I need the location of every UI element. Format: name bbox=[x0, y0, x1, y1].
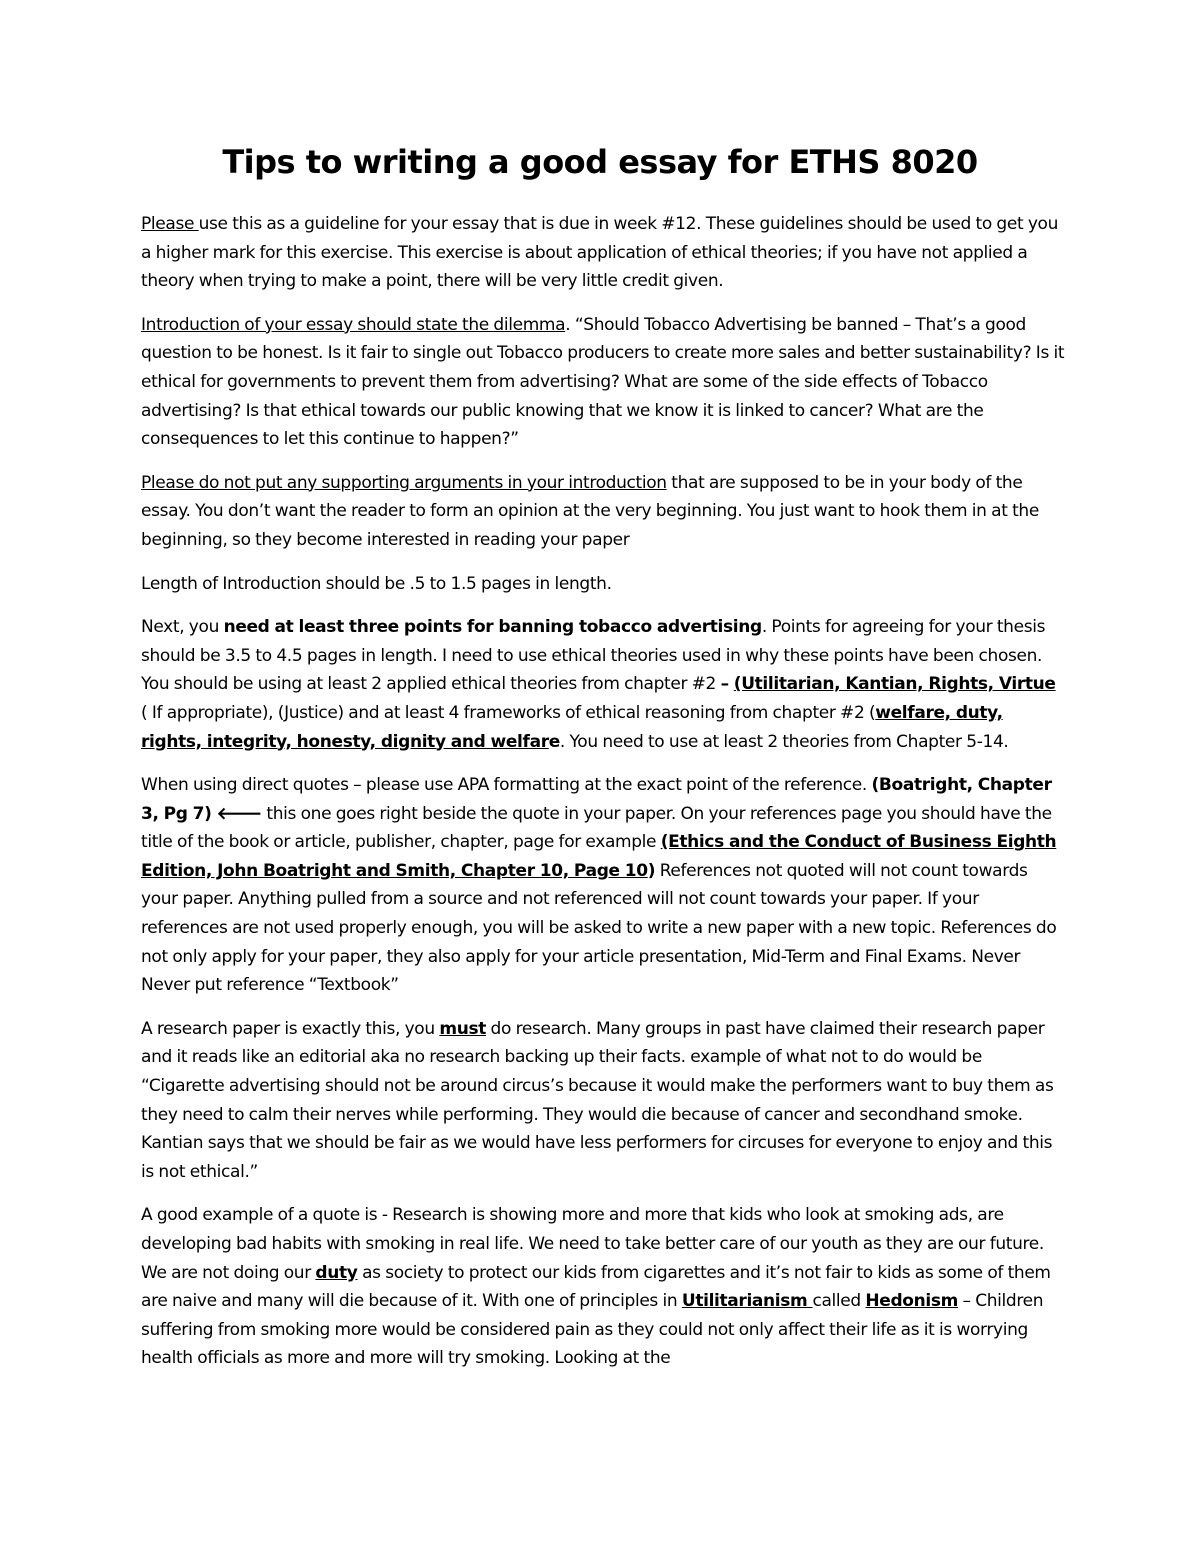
paragraph-text: that are supposed to be in your body of the essay. You don’t want the reader to form an opinion at the very beginning. You just want to hook them in at the beginning, so they become interested in reading your paper bbox=[141, 472, 1039, 550]
text-run: . You need to use at least 2 theories from Chapter 5-14. bbox=[559, 731, 1009, 752]
text-run: A good example of a quote is - Research is showing more and more that kids who look at smoking ads, are developing bad habits with smoking in real life. We need to take better care of our youth as they are our future. We are not doing our bbox=[141, 1205, 1044, 1283]
text-run: this one goes right beside the quote in your paper. On your references page you should have the title of the book or article, publisher, chapter, page for example bbox=[141, 803, 1052, 853]
paragraph-text: . “Should Tobacco Advertising be banned – That’s a good question to be honest. Is it fair to single out Tobacco producers to create more sales and better sustainability? Is it ethical for governments to prevent them from advertising? What are some of the side effects of Tobacco advertising? Is that ethical towards our public knowing that we know it is linked to cancer? What are the consequences to let this continue to happen?” bbox=[141, 314, 1065, 450]
paragraph-direct-quotes bbox=[141, 771, 1066, 1000]
underlined-lead: Please bbox=[141, 214, 199, 234]
document-body bbox=[141, 210, 1066, 1388]
bold-run: – bbox=[720, 674, 734, 695]
underlined-lead: Introduction of your essay should state the dilemma bbox=[141, 314, 566, 335]
paragraph-intro-length bbox=[141, 570, 1066, 599]
citation-example: (Boatright, Chapter 3, Pg 7) bbox=[141, 775, 1052, 824]
text-run: A research paper is exactly this, you bbox=[141, 1018, 440, 1039]
text-run: as society to protect our kids from cigarettes and it’s not fair to kids as some of them are naive and many will die because of it. With one of principles in bbox=[141, 1262, 1051, 1312]
bold-run: e bbox=[548, 731, 560, 752]
left-arrow-icon: 🡐 bbox=[216, 803, 262, 824]
text-run: do research. Many groups in past have claimed their research paper and it reads like an editorial aka no research backing up their facts. example of what not to do would be “Cigarette advertising should not be around circus’s because it would make the performers want to buy them as they need to calm their nerves while performing. They would die because of cancer and secondhand smoke. Kantian says that we should be fair as we would have less performers for circuses for everyone to enjoy and this is not ethical.” bbox=[141, 1018, 1054, 1182]
text-run: called bbox=[812, 1291, 866, 1312]
text-run: When using direct quotes – please use APA formatting at the exact point of the reference. bbox=[141, 775, 872, 796]
paragraph-text: use this as a guideline for your essay that is due in week #12. These guidelines should be used to get you a higher mark for this exercise. This exercise is about application of ethical theories; if you have not applied a theory when trying to make a point, there will be very little credit given. bbox=[141, 214, 1059, 292]
emphasis-must: must bbox=[439, 1018, 486, 1039]
paragraph-quote-example bbox=[141, 1201, 1066, 1373]
frameworks-list: welfare, duty, rights, integrity, honesty, dignity and welfar bbox=[141, 702, 1003, 752]
text-run: – Children suffering from smoking more would be considered pain as they could not only affect their life as it is worrying health officials as more and more will try smoking. Looking at the bbox=[141, 1291, 1044, 1369]
paragraph-text: Length of Introduction should be .5 to 1.5 pages in length. bbox=[141, 573, 612, 594]
emphasis-utilitarianism: Utilitarianism bbox=[681, 1291, 813, 1312]
text-run: Next, you bbox=[141, 617, 224, 638]
paragraph-no-arguments bbox=[141, 469, 1066, 555]
paragraph-research bbox=[141, 1015, 1066, 1187]
paragraph-guideline bbox=[141, 210, 1066, 296]
paragraph-introduction bbox=[141, 311, 1066, 454]
underlined-lead: Please do not put any supporting arguments in your introduction bbox=[141, 472, 667, 493]
document-title: Tips to writing a good essay for ETHS 8020 bbox=[222, 143, 978, 181]
emphasis-hedonism: Hedonism bbox=[865, 1291, 958, 1312]
text-run: . Points for agreeing for your thesis should be 3.5 to 4.5 pages in length. I need to use ethical theories used in why these points have been chosen. You should be using at least 2 applied ethical theories from chapter #2 bbox=[141, 617, 1046, 695]
reference-example: (Ethics and the Conduct of Business Eighth Edition, John Boatright and Smith, Chapter 10, Page 10 bbox=[141, 832, 1057, 881]
bold-run: need at least three points for banning tobacco advertising bbox=[223, 617, 762, 638]
paragraph-three-points bbox=[141, 613, 1066, 756]
text-run: ( If appropriate), (Justice) and at least 4 frameworks of ethical reasoning from chapter #2 ( bbox=[141, 702, 876, 723]
bold-run: ) bbox=[647, 860, 656, 881]
text-run: References not quoted will not count towards your paper. Anything pulled from a source and not referenced will not count towards your paper. If your references are not used properly enough, you will be asked to write a new paper with a new topic. References do not only apply for your paper, they also apply for your article presentation, Mid-Term and Final Exams. Never Never put reference “Textbook” bbox=[141, 860, 1057, 996]
emphasis-duty: duty bbox=[315, 1262, 358, 1283]
theories-list: (Utilitarian, Kantian, Rights, Virtue bbox=[733, 674, 1056, 695]
